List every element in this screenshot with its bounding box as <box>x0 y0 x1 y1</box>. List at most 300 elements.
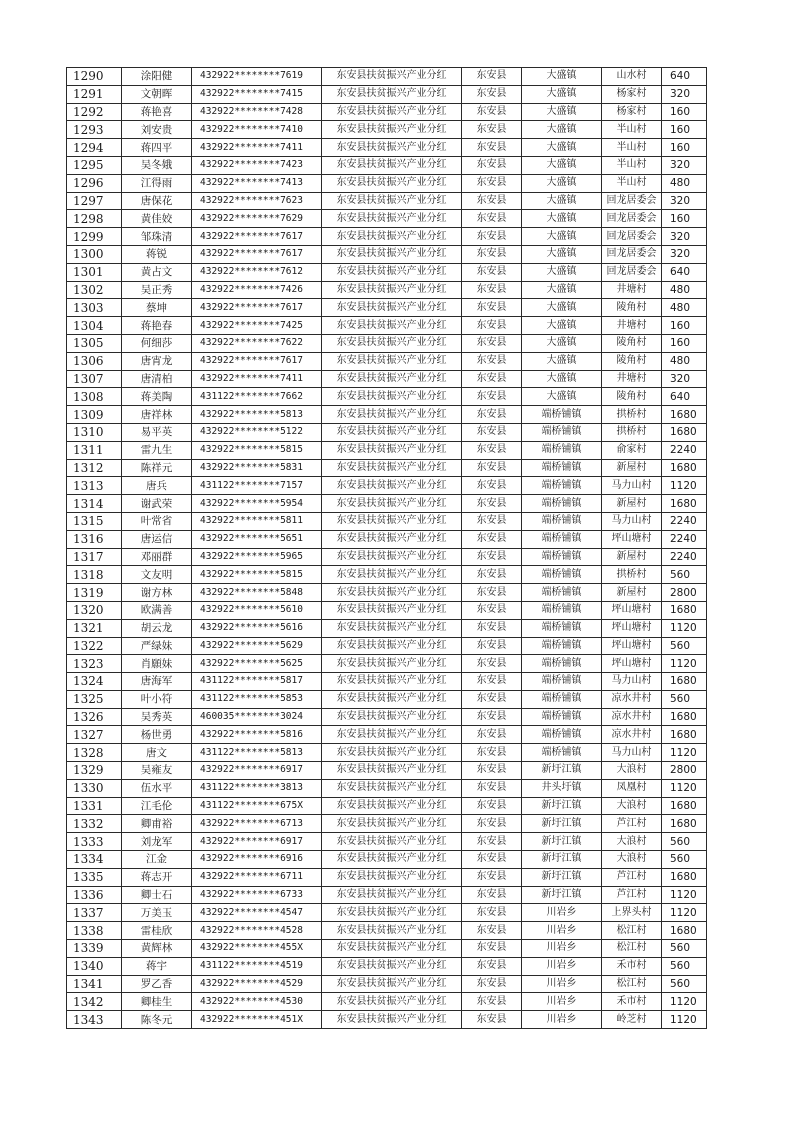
row-number: 1325 <box>67 690 122 708</box>
township: 川岩乡 <box>522 922 602 940</box>
project-name: 东安县扶贫振兴产业分红 <box>322 156 462 174</box>
county: 东安县 <box>462 299 522 317</box>
person-name: 吴雍友 <box>122 762 192 780</box>
person-name: 卿士石 <box>122 886 192 904</box>
amount: 480 <box>662 174 707 192</box>
id-number: 432922********6916 <box>192 851 322 869</box>
id-number: 432922********6917 <box>192 833 322 851</box>
id-number: 432922********7617 <box>192 299 322 317</box>
row-number: 1305 <box>67 334 122 352</box>
person-name: 谢方林 <box>122 584 192 602</box>
project-name: 东安县扶贫振兴产业分红 <box>322 317 462 335</box>
row-number: 1303 <box>67 299 122 317</box>
county: 东安县 <box>462 993 522 1011</box>
township: 大盛镇 <box>522 210 602 228</box>
project-name: 东安县扶贫振兴产业分红 <box>322 139 462 157</box>
amount: 1680 <box>662 495 707 513</box>
table-row <box>67 174 707 192</box>
township: 新圩江镇 <box>522 762 602 780</box>
project-name: 东安县扶贫振兴产业分红 <box>322 868 462 886</box>
id-number: 432922********7423 <box>192 156 322 174</box>
village: 大浪村 <box>602 797 662 815</box>
amount: 2240 <box>662 530 707 548</box>
amount: 560 <box>662 940 707 958</box>
amount: 1680 <box>662 601 707 619</box>
row-number: 1326 <box>67 708 122 726</box>
row-number: 1306 <box>67 352 122 370</box>
row-number: 1340 <box>67 957 122 975</box>
amount: 480 <box>662 281 707 299</box>
row-number: 1323 <box>67 655 122 673</box>
village: 回龙居委会 <box>602 245 662 263</box>
table-row <box>67 584 707 602</box>
person-name: 唐宵龙 <box>122 352 192 370</box>
person-name: 刘龙军 <box>122 833 192 851</box>
row-number: 1319 <box>67 584 122 602</box>
table-row <box>67 103 707 121</box>
id-number: 432922********5122 <box>192 423 322 441</box>
id-number: 431122********5817 <box>192 673 322 691</box>
row-number: 1338 <box>67 922 122 940</box>
township: 川岩乡 <box>522 993 602 1011</box>
id-number: 432922********7612 <box>192 263 322 281</box>
row-number: 1339 <box>67 940 122 958</box>
project-name: 东安县扶贫振兴产业分红 <box>322 940 462 958</box>
person-name: 黄佳姣 <box>122 210 192 228</box>
project-name: 东安县扶贫振兴产业分红 <box>322 886 462 904</box>
village: 大浪村 <box>602 851 662 869</box>
amount: 1680 <box>662 868 707 886</box>
village: 坪山塘村 <box>602 601 662 619</box>
township: 端桥铺镇 <box>522 726 602 744</box>
amount: 160 <box>662 317 707 335</box>
amount: 480 <box>662 299 707 317</box>
project-name: 东安县扶贫振兴产业分红 <box>322 370 462 388</box>
table-row <box>67 762 707 780</box>
village: 大浪村 <box>602 762 662 780</box>
table-row <box>67 868 707 886</box>
township: 川岩乡 <box>522 975 602 993</box>
county: 东安县 <box>462 815 522 833</box>
project-name: 东安县扶贫振兴产业分红 <box>322 904 462 922</box>
row-number: 1296 <box>67 174 122 192</box>
person-name: 谢武荣 <box>122 495 192 513</box>
county: 东安县 <box>462 352 522 370</box>
township: 端桥铺镇 <box>522 744 602 762</box>
table-row <box>67 922 707 940</box>
project-name: 东安县扶贫振兴产业分红 <box>322 121 462 139</box>
row-number: 1322 <box>67 637 122 655</box>
village: 松江村 <box>602 940 662 958</box>
row-number: 1293 <box>67 121 122 139</box>
amount: 2240 <box>662 548 707 566</box>
amount: 320 <box>662 245 707 263</box>
county: 东安县 <box>462 762 522 780</box>
id-number: 432922********7425 <box>192 317 322 335</box>
township: 端桥铺镇 <box>522 601 602 619</box>
village: 坪山塘村 <box>602 619 662 637</box>
amount: 1680 <box>662 708 707 726</box>
person-name: 蒋艳喜 <box>122 103 192 121</box>
row-number: 1321 <box>67 619 122 637</box>
amount: 1120 <box>662 744 707 762</box>
row-number: 1310 <box>67 423 122 441</box>
township: 端桥铺镇 <box>522 406 602 424</box>
table-row <box>67 121 707 139</box>
county: 东安县 <box>462 566 522 584</box>
row-number: 1291 <box>67 85 122 103</box>
person-name: 邹珠清 <box>122 228 192 246</box>
id-number: 432922********5831 <box>192 459 322 477</box>
county: 东安县 <box>462 459 522 477</box>
township: 端桥铺镇 <box>522 530 602 548</box>
amount: 160 <box>662 210 707 228</box>
township: 端桥铺镇 <box>522 637 602 655</box>
village: 坪山塘村 <box>602 530 662 548</box>
table-row <box>67 904 707 922</box>
county: 东安县 <box>462 370 522 388</box>
table-row <box>67 566 707 584</box>
person-name: 唐海军 <box>122 673 192 691</box>
township: 端桥铺镇 <box>522 441 602 459</box>
id-number: 432922********4547 <box>192 904 322 922</box>
id-number: 431122********5853 <box>192 690 322 708</box>
project-name: 东安县扶贫振兴产业分红 <box>322 512 462 530</box>
village: 新屋村 <box>602 548 662 566</box>
table-row <box>67 673 707 691</box>
table-row <box>67 192 707 210</box>
id-number: 432922********7415 <box>192 85 322 103</box>
person-name: 唐保花 <box>122 192 192 210</box>
row-number: 1333 <box>67 833 122 851</box>
township: 川岩乡 <box>522 1011 602 1029</box>
village: 大浪村 <box>602 833 662 851</box>
county: 东安县 <box>462 851 522 869</box>
row-number: 1320 <box>67 601 122 619</box>
person-name: 吴冬娥 <box>122 156 192 174</box>
township: 大盛镇 <box>522 228 602 246</box>
village: 井塘村 <box>602 317 662 335</box>
project-name: 东安县扶贫振兴产业分红 <box>322 762 462 780</box>
row-number: 1302 <box>67 281 122 299</box>
table-row <box>67 886 707 904</box>
county: 东安县 <box>462 584 522 602</box>
person-name: 江金 <box>122 851 192 869</box>
id-number: 431122********7157 <box>192 477 322 495</box>
id-number: 432922********7617 <box>192 352 322 370</box>
project-name: 东安县扶贫振兴产业分红 <box>322 85 462 103</box>
amount: 1680 <box>662 922 707 940</box>
id-number: 432922********7619 <box>192 68 322 86</box>
county: 东安县 <box>462 619 522 637</box>
project-name: 东安县扶贫振兴产业分红 <box>322 673 462 691</box>
amount: 2240 <box>662 512 707 530</box>
village: 凉水井村 <box>602 690 662 708</box>
person-name: 蒋锐 <box>122 245 192 263</box>
table-row <box>67 530 707 548</box>
village: 新屋村 <box>602 584 662 602</box>
person-name: 叶常省 <box>122 512 192 530</box>
township: 大盛镇 <box>522 334 602 352</box>
village: 凉水井村 <box>602 708 662 726</box>
person-name: 文友明 <box>122 566 192 584</box>
township: 端桥铺镇 <box>522 512 602 530</box>
project-name: 东安县扶贫振兴产业分红 <box>322 619 462 637</box>
table-row <box>67 940 707 958</box>
person-name: 黄辉林 <box>122 940 192 958</box>
person-name: 万美玉 <box>122 904 192 922</box>
table-row <box>67 655 707 673</box>
county: 东安县 <box>462 406 522 424</box>
project-name: 东安县扶贫振兴产业分红 <box>322 601 462 619</box>
row-number: 1313 <box>67 477 122 495</box>
village: 芦江村 <box>602 815 662 833</box>
id-number: 432922********7617 <box>192 245 322 263</box>
village: 马力山村 <box>602 744 662 762</box>
village: 松江村 <box>602 975 662 993</box>
id-number: 431122********3813 <box>192 779 322 797</box>
amount: 1120 <box>662 655 707 673</box>
amount: 160 <box>662 334 707 352</box>
amount: 640 <box>662 388 707 406</box>
person-name: 欧满善 <box>122 601 192 619</box>
village: 芦江村 <box>602 868 662 886</box>
township: 新圩江镇 <box>522 851 602 869</box>
person-name: 唐兵 <box>122 477 192 495</box>
township: 端桥铺镇 <box>522 690 602 708</box>
project-name: 东安县扶贫振兴产业分红 <box>322 174 462 192</box>
person-name: 邓丽群 <box>122 548 192 566</box>
county: 东安县 <box>462 174 522 192</box>
township: 川岩乡 <box>522 940 602 958</box>
county: 东安县 <box>462 192 522 210</box>
amount: 2800 <box>662 762 707 780</box>
county: 东安县 <box>462 975 522 993</box>
amount: 640 <box>662 263 707 281</box>
county: 东安县 <box>462 477 522 495</box>
table-body <box>67 68 707 1029</box>
table-row <box>67 245 707 263</box>
project-name: 东安县扶贫振兴产业分红 <box>322 708 462 726</box>
id-number: 432922********5813 <box>192 406 322 424</box>
table-row <box>67 441 707 459</box>
amount: 320 <box>662 228 707 246</box>
row-number: 1312 <box>67 459 122 477</box>
table-row <box>67 833 707 851</box>
amount: 480 <box>662 352 707 370</box>
township: 端桥铺镇 <box>522 477 602 495</box>
county: 东安县 <box>462 441 522 459</box>
township: 端桥铺镇 <box>522 708 602 726</box>
table-row <box>67 477 707 495</box>
county: 东安县 <box>462 726 522 744</box>
county: 东安县 <box>462 334 522 352</box>
township: 川岩乡 <box>522 957 602 975</box>
row-number: 1316 <box>67 530 122 548</box>
township: 大盛镇 <box>522 245 602 263</box>
village: 井塘村 <box>602 370 662 388</box>
row-number: 1299 <box>67 228 122 246</box>
row-number: 1294 <box>67 139 122 157</box>
township: 大盛镇 <box>522 317 602 335</box>
village: 陵角村 <box>602 334 662 352</box>
project-name: 东安县扶贫振兴产业分红 <box>322 566 462 584</box>
id-number: 432922********7410 <box>192 121 322 139</box>
project-name: 东安县扶贫振兴产业分红 <box>322 726 462 744</box>
project-name: 东安县扶贫振兴产业分红 <box>322 459 462 477</box>
table-row <box>67 975 707 993</box>
amount: 320 <box>662 370 707 388</box>
table-row <box>67 690 707 708</box>
amount: 1120 <box>662 1011 707 1029</box>
project-name: 东安县扶贫振兴产业分红 <box>322 334 462 352</box>
id-number: 432922********7623 <box>192 192 322 210</box>
project-name: 东安县扶贫振兴产业分红 <box>322 103 462 121</box>
amount: 1680 <box>662 726 707 744</box>
row-number: 1332 <box>67 815 122 833</box>
table-row <box>67 851 707 869</box>
person-name: 江得雨 <box>122 174 192 192</box>
village: 陵角村 <box>602 352 662 370</box>
township: 新圩江镇 <box>522 868 602 886</box>
id-number: 432922********7411 <box>192 370 322 388</box>
row-number: 1309 <box>67 406 122 424</box>
village: 上界头村 <box>602 904 662 922</box>
village: 拱桥村 <box>602 406 662 424</box>
project-name: 东安县扶贫振兴产业分红 <box>322 815 462 833</box>
row-number: 1295 <box>67 156 122 174</box>
person-name: 文朝晖 <box>122 85 192 103</box>
table-row <box>67 156 707 174</box>
person-name: 严绿妹 <box>122 637 192 655</box>
amount: 160 <box>662 139 707 157</box>
row-number: 1331 <box>67 797 122 815</box>
project-name: 东安县扶贫振兴产业分红 <box>322 245 462 263</box>
county: 东安县 <box>462 121 522 139</box>
village: 禾市村 <box>602 957 662 975</box>
project-name: 东安县扶贫振兴产业分红 <box>322 833 462 851</box>
county: 东安县 <box>462 228 522 246</box>
project-name: 东安县扶贫振兴产业分红 <box>322 68 462 86</box>
village: 禾市村 <box>602 993 662 1011</box>
table-row <box>67 317 707 335</box>
project-name: 东安县扶贫振兴产业分红 <box>322 975 462 993</box>
village: 马力山村 <box>602 673 662 691</box>
project-name: 东安县扶贫振兴产业分红 <box>322 957 462 975</box>
id-number: 432922********7411 <box>192 139 322 157</box>
id-number: 432922********5816 <box>192 726 322 744</box>
amount: 2800 <box>662 584 707 602</box>
amount: 2240 <box>662 441 707 459</box>
county: 东安县 <box>462 690 522 708</box>
id-number: 432922********5965 <box>192 548 322 566</box>
row-number: 1330 <box>67 779 122 797</box>
table-row <box>67 548 707 566</box>
amount: 1680 <box>662 673 707 691</box>
table-row <box>67 1011 707 1029</box>
person-name: 吴秀英 <box>122 708 192 726</box>
village: 回龙居委会 <box>602 228 662 246</box>
table-row <box>67 228 707 246</box>
table-row <box>67 779 707 797</box>
row-number: 1297 <box>67 192 122 210</box>
id-number: 432922********6711 <box>192 868 322 886</box>
county: 东安县 <box>462 530 522 548</box>
project-name: 东安县扶贫振兴产业分红 <box>322 477 462 495</box>
amount: 640 <box>662 68 707 86</box>
amount: 560 <box>662 637 707 655</box>
id-number: 432922********7622 <box>192 334 322 352</box>
table-row <box>67 210 707 228</box>
county: 东安县 <box>462 263 522 281</box>
county: 东安县 <box>462 495 522 513</box>
row-number: 1317 <box>67 548 122 566</box>
row-number: 1329 <box>67 762 122 780</box>
id-number: 432922********4528 <box>192 922 322 940</box>
person-name: 黄占文 <box>122 263 192 281</box>
id-number: 431122********5813 <box>192 744 322 762</box>
row-number: 1343 <box>67 1011 122 1029</box>
township: 大盛镇 <box>522 174 602 192</box>
id-number: 432922********4529 <box>192 975 322 993</box>
amount: 1680 <box>662 815 707 833</box>
amount: 1120 <box>662 886 707 904</box>
township: 端桥铺镇 <box>522 459 602 477</box>
id-number: 432922********5811 <box>192 512 322 530</box>
id-number: 432922********451X <box>192 1011 322 1029</box>
amount: 560 <box>662 833 707 851</box>
table-row <box>67 281 707 299</box>
township: 大盛镇 <box>522 103 602 121</box>
amount: 1120 <box>662 904 707 922</box>
county: 东安县 <box>462 156 522 174</box>
table-row <box>67 512 707 530</box>
person-name: 蒋四平 <box>122 139 192 157</box>
county: 东安县 <box>462 512 522 530</box>
village: 陵角村 <box>602 388 662 406</box>
county: 东安县 <box>462 922 522 940</box>
person-name: 蒋宇 <box>122 957 192 975</box>
id-number: 431122********675X <box>192 797 322 815</box>
county: 东安县 <box>462 940 522 958</box>
row-number: 1335 <box>67 868 122 886</box>
row-number: 1327 <box>67 726 122 744</box>
amount: 560 <box>662 851 707 869</box>
township: 端桥铺镇 <box>522 548 602 566</box>
county: 东安县 <box>462 886 522 904</box>
id-number: 432922********5815 <box>192 441 322 459</box>
amount: 320 <box>662 85 707 103</box>
row-number: 1290 <box>67 68 122 86</box>
county: 东安县 <box>462 673 522 691</box>
project-name: 东安县扶贫振兴产业分红 <box>322 584 462 602</box>
village: 马力山村 <box>602 512 662 530</box>
project-name: 东安县扶贫振兴产业分红 <box>322 441 462 459</box>
village: 芦江村 <box>602 886 662 904</box>
amount: 160 <box>662 121 707 139</box>
id-number: 432922********6917 <box>192 762 322 780</box>
amount: 1120 <box>662 993 707 1011</box>
project-name: 东安县扶贫振兴产业分红 <box>322 530 462 548</box>
amount: 1120 <box>662 779 707 797</box>
amount: 560 <box>662 957 707 975</box>
village: 新屋村 <box>602 459 662 477</box>
id-number: 432922********5610 <box>192 601 322 619</box>
project-name: 东安县扶贫振兴产业分红 <box>322 352 462 370</box>
amount: 560 <box>662 690 707 708</box>
county: 东安县 <box>462 139 522 157</box>
table-row <box>67 619 707 637</box>
